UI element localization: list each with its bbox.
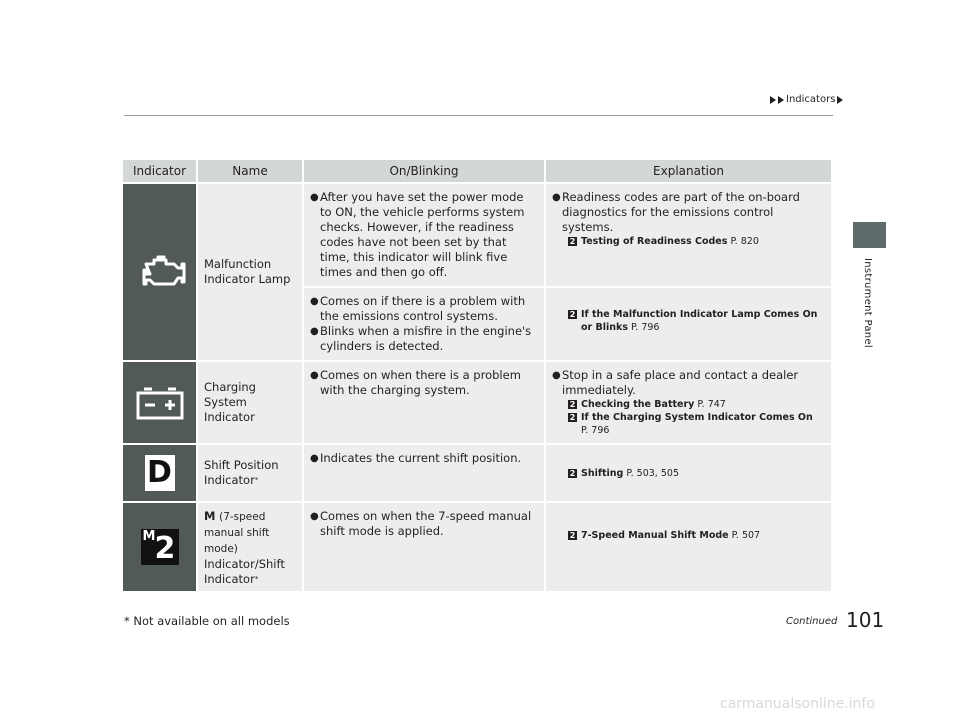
triangle-icon <box>778 96 784 104</box>
explanation-cell <box>546 288 831 360</box>
section-tab <box>853 222 886 248</box>
header-divider <box>124 115 833 116</box>
table-row <box>123 184 831 286</box>
m2-icon: M 2 <box>141 529 179 565</box>
page-reference: 2 If the Charging System Indicator Comes On P. 796 <box>569 412 813 436</box>
indicator-name: Malfunction Indicator Lamp <box>198 184 304 360</box>
list-item: ● Readiness codes are part of the on-board diagnostics for the emissions control systems. <box>552 190 800 234</box>
list-item: ● After you have set the power mode to ON, the vehicle performs system checks. However, if the readiness codes have not been set by that time, this indicator will blink five times and then go off. <box>310 190 525 279</box>
list-item: ● Indicates the current shift position. <box>310 451 522 465</box>
on-blinking-cell <box>304 503 546 591</box>
explanation-cell <box>546 445 831 501</box>
check-engine-icon <box>134 254 186 290</box>
page-reference: 2 Checking the Battery P. 747 <box>569 399 726 410</box>
table-header-row <box>123 160 831 182</box>
indicators-table <box>123 158 831 593</box>
reference-arrow-icon: 2 <box>569 400 576 409</box>
page-reference: 2 7-Speed Manual Shift Mode P. 507 <box>569 530 761 541</box>
shift-d-icon: D <box>145 455 175 491</box>
page-reference: 2 If the Malfunction Indicator Lamp Comes On or Blinks P. 796 <box>569 309 818 333</box>
breadcrumb-label: Indicators <box>786 94 836 105</box>
page-number: 101 <box>846 608 885 632</box>
battery-icon <box>135 386 185 420</box>
explanation-cell <box>546 184 831 286</box>
explanation-cell <box>546 503 831 591</box>
indicator-icon-cell <box>123 362 198 443</box>
list-item: ● Comes on when the 7-speed manual shift mode is applied. <box>310 509 532 538</box>
watermark: carmanualsonline.info <box>720 696 875 712</box>
reference-arrow-icon: 2 <box>569 237 576 246</box>
continued-label: Continued <box>786 616 838 627</box>
indicator-name: M (7-speed manual shift mode) Indicator/Shift Indicator* <box>198 503 304 591</box>
table-row <box>123 503 831 591</box>
list-item: ● Stop in a safe place and contact a dealer immediately. <box>552 368 799 397</box>
table-row <box>123 362 831 443</box>
on-blinking-cell <box>304 445 546 501</box>
column-header: Name <box>198 160 304 182</box>
column-header: Indicator <box>123 160 198 182</box>
indicator-name: Shift Position Indicator* <box>198 445 304 501</box>
section-tab-label: Instrument Panel <box>862 258 873 348</box>
list-item: ● Comes on when there is a problem with the charging system. <box>310 368 521 397</box>
reference-arrow-icon: 2 <box>569 469 576 478</box>
table-row <box>123 445 831 501</box>
list-item: ● Comes on if there is a problem with the emissions control systems. <box>310 294 526 323</box>
reference-arrow-icon: 2 <box>569 413 576 422</box>
indicator-name: Charging System Indicator <box>198 362 304 443</box>
on-blinking-cell <box>304 184 546 286</box>
column-header: On/Blinking <box>304 160 546 182</box>
footnote: * Not available on all models <box>124 614 290 628</box>
on-blinking-cell <box>304 362 546 443</box>
on-blinking-cell <box>304 288 546 360</box>
list-item: ● Blinks when a misfire in the engine's cylinders is detected. <box>310 324 532 353</box>
indicator-icon-cell <box>123 184 198 360</box>
column-header: Explanation <box>546 160 831 182</box>
triangle-icon <box>770 96 776 104</box>
triangle-icon <box>837 96 843 104</box>
breadcrumb <box>770 94 843 105</box>
page-reference: 2 Shifting P. 503, 505 <box>569 468 679 479</box>
indicator-icon-cell <box>123 445 198 501</box>
explanation-cell <box>546 362 831 443</box>
reference-arrow-icon: 2 <box>569 531 576 540</box>
indicator-icon-cell <box>123 503 198 591</box>
page-reference: 2 Testing of Readiness Codes P. 820 <box>569 236 759 247</box>
reference-arrow-icon: 2 <box>569 310 576 319</box>
